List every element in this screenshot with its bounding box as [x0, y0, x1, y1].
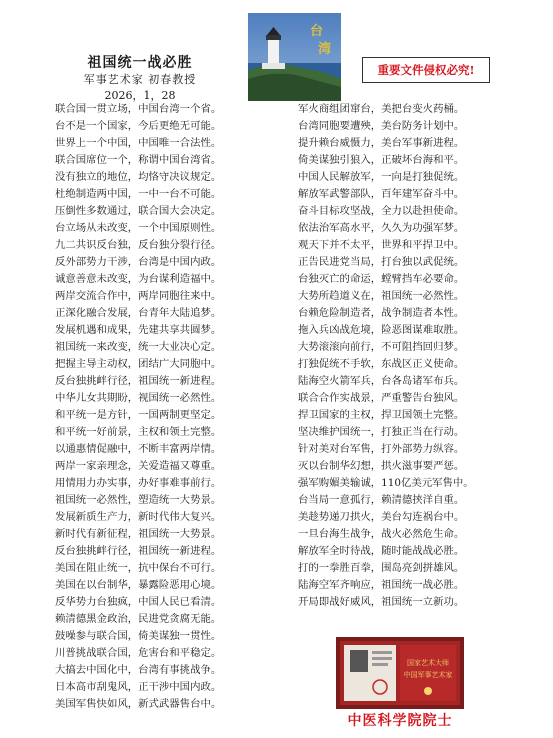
- poem-line: 捍卫国家的主权，捍卫国领土完整。: [298, 409, 465, 421]
- poem-line: 拖入兵凶战危境，险恶图谋难取胜。: [298, 324, 465, 336]
- poem-line: 反华势力台独疯，中国人民已看清。: [55, 596, 222, 608]
- poem-line: 压倒性多数通过，联合国大会决定。: [55, 205, 222, 217]
- poem-line: 和平统一是方针，一国两制更坚定。: [55, 409, 222, 421]
- poem-line: 倚美谋独引狼入，正破坏台海和平。: [298, 154, 465, 166]
- poem-line: 世界上一个中国，中国唯一合法性。: [55, 137, 222, 149]
- poem-line: 一旦台海生战争，战火必然危生命。: [298, 528, 465, 540]
- poem-line: 诚意善意未改变，为台谋利造福中。: [55, 273, 222, 285]
- poem-line: 台当局一意孤行，赖清德挟洋自重。: [298, 494, 465, 506]
- lighthouse-photo: [248, 13, 341, 101]
- poem-line: 把握主导主动权，团结广大同胞中。: [55, 358, 222, 370]
- poem-line: 和平统一好前景，主权和领土完整。: [55, 426, 222, 438]
- date-line: 2026，1，28: [104, 89, 176, 102]
- lighthouse-lamp: [266, 35, 281, 40]
- poem-line: 中国人民解放军，一向是打独促统。: [298, 171, 465, 183]
- poem-line: 大搞去中国化中，台湾有事挑战争。: [55, 664, 222, 676]
- author-line: 军事艺术家 初春教授: [83, 73, 197, 86]
- poem-line: 鼓噪参与联合国，倚美谋独一贯性。: [55, 630, 222, 642]
- poem-line: 奋斗目标攻坚战，全力以赴担使命。: [298, 205, 465, 217]
- poem-line: 解放军全时待战，随时能战战必胜。: [298, 545, 465, 557]
- poem-line: 针对美对台军售，打外部势力纵容。: [298, 443, 465, 455]
- poem-line: 依法治军高水平，久久为功强军梦。: [298, 222, 465, 234]
- poem-line: 大势滚滚向前行，不可阻挡回归梦。: [298, 341, 465, 353]
- poem-line: 联合国一贯立场，中国台湾一个省。: [55, 103, 222, 115]
- copyright-notice: 重要文件侵权必究!: [362, 57, 490, 83]
- emblem: [424, 687, 432, 695]
- poem-line: 赖清德黑金政治，民进党贪腐无能。: [55, 613, 222, 625]
- poem-line: 台立场从未改变，一个中国原则性。: [55, 222, 222, 234]
- poem-line: 没有独立的地位，均恪守决议规定。: [55, 171, 222, 183]
- poem-line: 发展机遇和成果，先建共享共圆梦。: [55, 324, 222, 336]
- poem-line: 九二共识反台独，反台独分裂行径。: [55, 239, 222, 251]
- poem-line: 反台独挑衅行径，祖国统一新进程。: [55, 375, 222, 387]
- certificate-caption: 中医科学院院士: [347, 713, 453, 729]
- poem-line: 祖国统一必然性，塑造统一大势景。: [55, 494, 222, 506]
- poem-line: 美国军售快如风，新式武器售台中。: [55, 698, 222, 710]
- poem-line: 坚决维护国统一，打独正当在行动。: [298, 426, 465, 438]
- poem-line: 新时代有新征程，祖国统一大势景。: [55, 528, 222, 540]
- poem-line: 军火商组团窜台，美把台变火药桶。: [298, 103, 465, 115]
- poem-line: 美国在阻止统一，抗中保台不可行。: [55, 562, 222, 574]
- poem-line: 提升赖台威慑力，美台军事新进程。: [298, 137, 465, 149]
- poem-line: 灭以台制华幻想，拱火滋事要严惩。: [298, 460, 465, 472]
- lighthouse-tower: [268, 39, 279, 66]
- poem-line: 观天下并不太平，世界和平捍卫中。: [298, 239, 465, 251]
- poem-line: 川普挑战联合国，危害台和平稳定。: [55, 647, 222, 659]
- poem-line: 中华儿女共期盼，视国统一必然性。: [55, 392, 222, 404]
- poem-line: 两岸一家亲理念，关爱造福又尊重。: [55, 460, 222, 472]
- certificate-photo: [336, 637, 464, 709]
- poem-line: 联合合作实战景，严重警告台独风。: [298, 392, 465, 404]
- poem-line: 打独促统不手软，东战区正义使命。: [298, 358, 465, 370]
- poem-line: 台不是一个国家，今后更绝无可能。: [55, 120, 222, 132]
- poem-line: 打的一拳胜百拳，围岛亮剑拼雄风。: [298, 562, 465, 574]
- poem-line: 祖国统一来改变，统一大业决心定。: [55, 341, 222, 353]
- lighthouse-base: [262, 63, 285, 69]
- poem-line: 发展新质生产力，新时代伟大复兴。: [55, 511, 222, 523]
- poem-column-right: [298, 101, 553, 611]
- poem-line: 正告民进党当局，打台独以武促统。: [298, 256, 465, 268]
- poem-line: 以通惠情促融中，不断丰富两岸情。: [55, 443, 222, 455]
- poem-line: 美趁势递刀拱火，美台勾连祸台中。: [298, 511, 465, 523]
- poem-line: 反外部势力干涉，台湾是中国内政。: [55, 256, 222, 268]
- poem-line: 杜绝制造两中国，一中一台不可能。: [55, 188, 222, 200]
- poem-line: 强军购媚美输诚，110亿美元军售中。: [298, 477, 474, 489]
- portrait: [350, 650, 368, 672]
- poem-line: 反台独挑衅行径，祖国统一新进程。: [55, 545, 222, 557]
- poem-line: 陆海空军齐响应，祖国统一战必胜。: [298, 579, 465, 591]
- poem-line: 开局即战好威风，祖国统一立新功。: [298, 596, 465, 608]
- poem-line: 台独灭亡的命运，螳臂挡车必要命。: [298, 273, 465, 285]
- certificate-title-2: 中国军事艺术家: [403, 671, 453, 679]
- document-title: 祖国统一战必胜: [87, 55, 193, 71]
- poem-line: 联合国席位一个，称谓中国台湾省。: [55, 154, 222, 166]
- photo-overlay-char-2: 湾: [318, 42, 332, 57]
- poem-column-left: [55, 101, 310, 713]
- poem-line: 陆海空火箭军兵，台各岛诸军布兵。: [298, 375, 465, 387]
- certificate-title-1: 国家艺术大师: [407, 659, 449, 667]
- poem-line: 两岸交流合作中，两岸同胞往来中。: [55, 290, 222, 302]
- poem-line: 日本高市刮鬼风，正干涉中国内政。: [55, 681, 222, 693]
- poem-line: 台赖危险制造者，战争制造者本性。: [298, 307, 465, 319]
- poem-line: 解放军武警部队，百年建军奋斗中。: [298, 188, 465, 200]
- poem-line: 用情用力办实事，办好事难事前行。: [55, 477, 222, 489]
- poem-line: 台湾同胞要遭殃，美台防务计划中。: [298, 120, 465, 132]
- poem-line: 美国在以台制华，暴露险恶用心境。: [55, 579, 222, 591]
- poem-line: 正深化融合发展，台青年大陆追梦。: [55, 307, 222, 319]
- poem-line: 大势所趋道义在，祖国统一必然性。: [298, 290, 465, 302]
- photo-overlay-char-1: 台: [310, 24, 324, 39]
